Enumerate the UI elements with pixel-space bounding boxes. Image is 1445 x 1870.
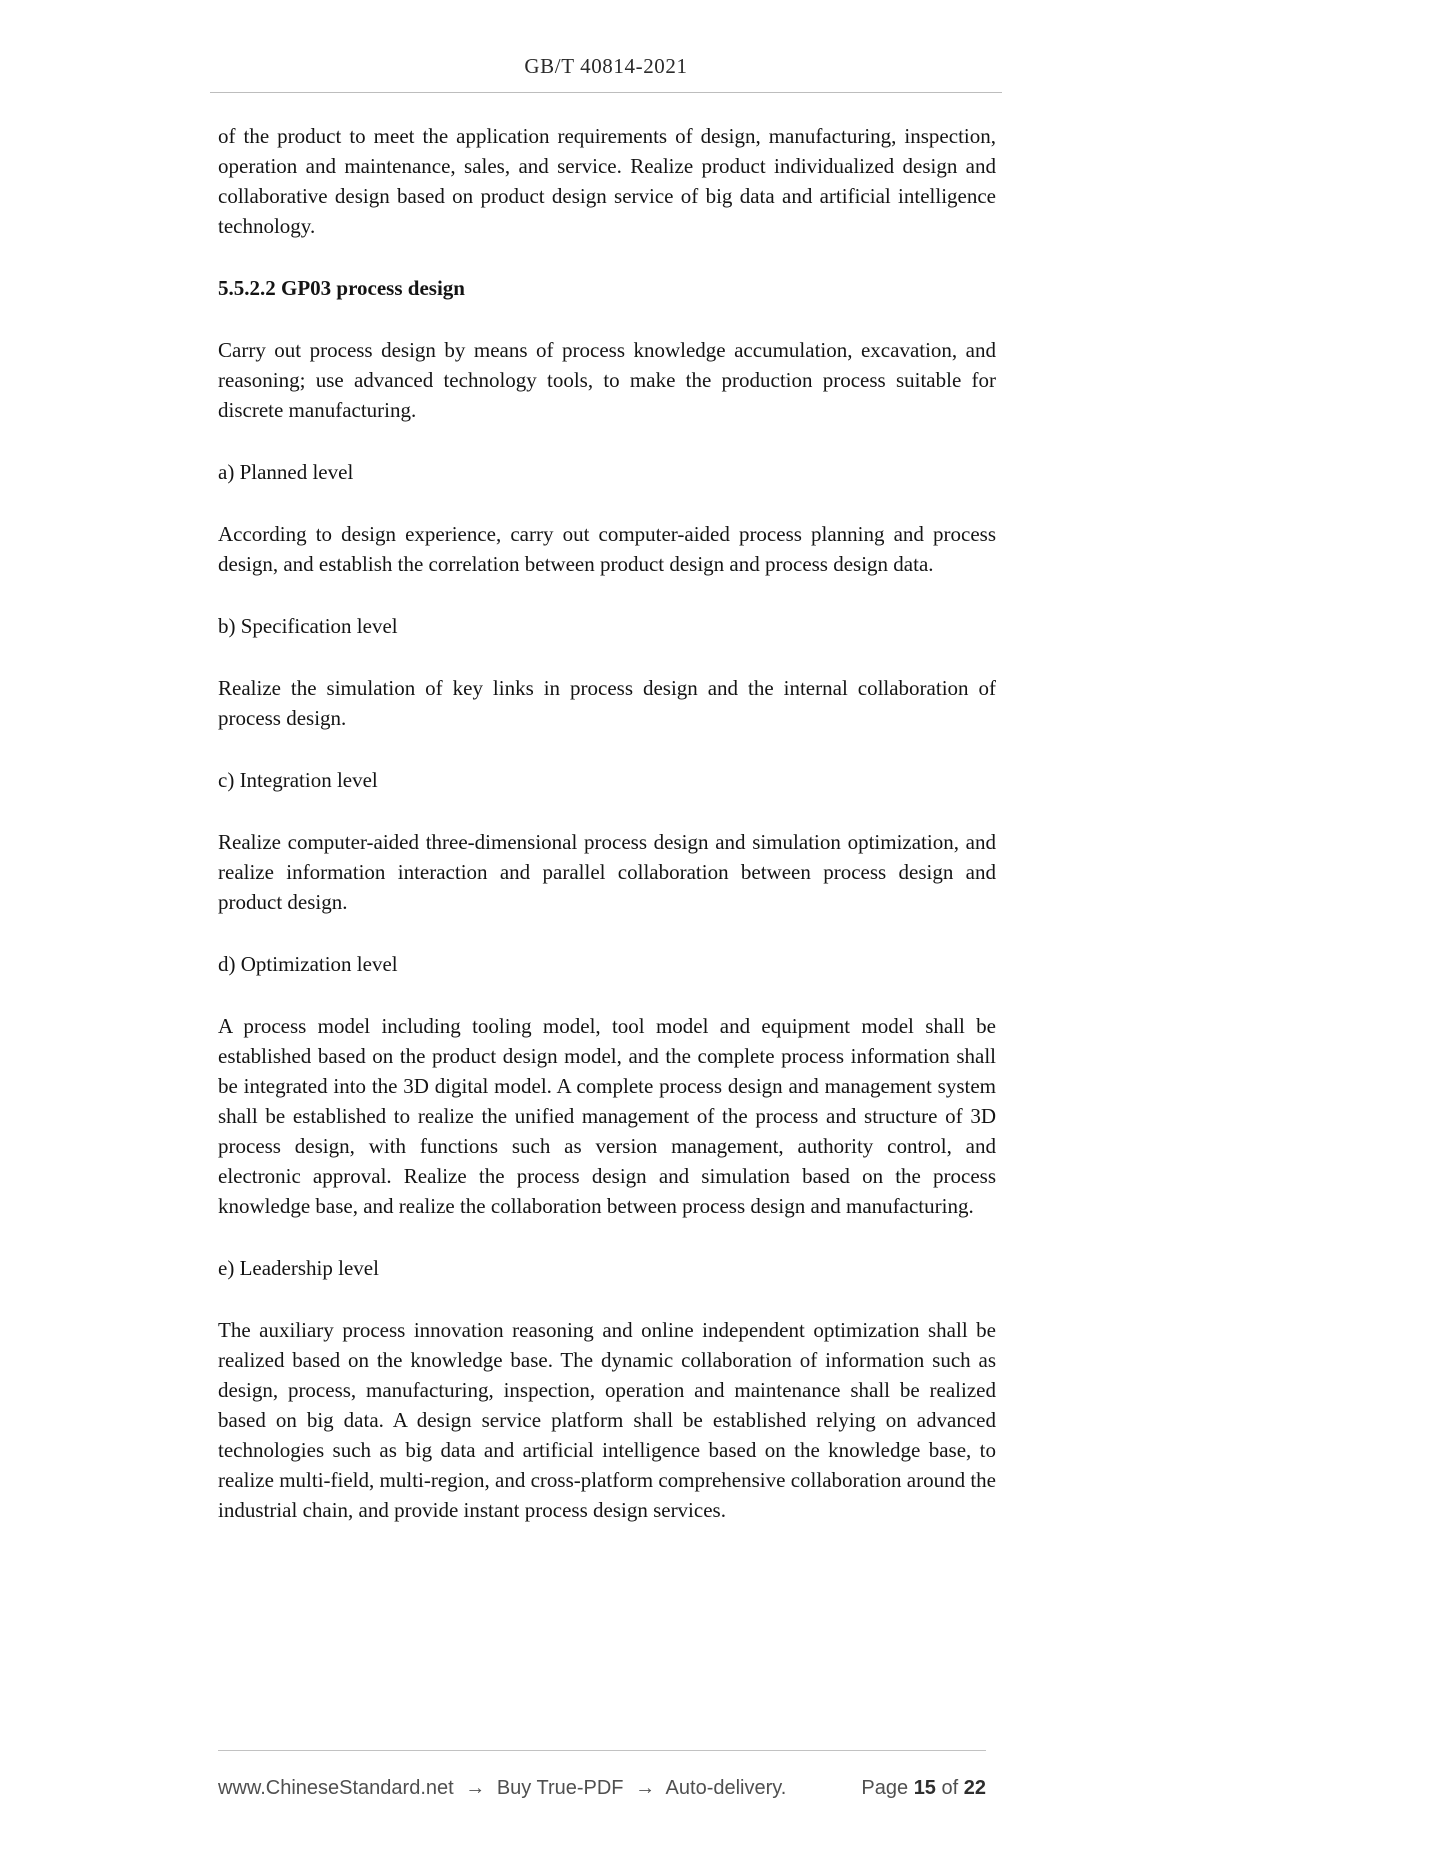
header-rule (210, 92, 1002, 93)
arrow-right-icon: → (635, 1777, 656, 1799)
level-d-text: A process model including tooling model, tool model and equipment model shall be established based on the product design model, and the complete process information shall be integrated into the 3D digital model. A complete process design and management system shall be established to realize the unified management of the process and structure of 3D process design, with functions such as version management, authority control, and electronic approval. Realize the process design and simulation based on the process knowledge base, and realize the collaboration between process design and manufacturing. (218, 1014, 996, 1218)
level-b-label: b) Specification level (218, 614, 398, 638)
level-c-label: c) Integration level (218, 768, 378, 792)
page-number: 15 (913, 1777, 936, 1799)
document-header (210, 0, 1002, 93)
footer-page-info (861, 1777, 986, 1800)
section-heading: 5.5.2.2 GP03 process design (218, 276, 465, 300)
level-c-text: Realize computer-aided three-dimensional process design and simulation optimization, and realize information interaction and parallel collaboration between process design and product design. (218, 830, 996, 914)
document-body (218, 121, 996, 1557)
footer-buy-text: Buy True-PDF (496, 1777, 624, 1799)
arrow-right-icon: → (465, 1777, 486, 1799)
total-pages: 22 (963, 1777, 986, 1799)
level-a-label: a) Planned level (218, 460, 354, 484)
footer-rule (218, 1750, 986, 1751)
footer-left (218, 1777, 792, 1800)
page-label: Page (861, 1777, 909, 1799)
footer-delivery-text: Auto-delivery. (665, 1777, 787, 1799)
level-d-label: d) Optimization level (218, 952, 398, 976)
of-label: of (941, 1777, 959, 1799)
footer-site-link[interactable]: www.ChineseStandard.net (218, 1777, 454, 1799)
header-title: GB/T 40814-2021 (524, 54, 688, 78)
level-b-text: Realize the simulation of key links in process design and the internal collaboration of process design. (218, 676, 996, 730)
level-a-text: According to design experience, carry out computer-aided process planning and process design, and establish the correlation between product design and process design data. (218, 522, 996, 576)
level-e-text: The auxiliary process innovation reasoning and online independent optimization shall be realized based on the knowledge base. The dynamic collaboration of information such as design, process, manufacturing, inspection, operation and maintenance shall be realized based on big data. A design service platform shall be established relying on advanced technologies such as big data and artificial intelligence based on the knowledge base, to realize multi-field, multi-region, and cross-platform comprehensive collaboration around the industrial chain, and provide instant process design services. (218, 1318, 996, 1522)
paragraph-section-lead: Carry out process design by means of process knowledge accumulation, excavation, and reasoning; use advanced technology tools, to make the production process suitable for discrete manufacturing. (218, 338, 996, 422)
paragraph-intro: of the product to meet the application requirements of design, manufacturing, inspection, operation and maintenance, sales, and service. Realize product individualized design and collaborative design based on product design service of big data and artificial intelligence technology. (218, 124, 996, 238)
level-e-label: e) Leadership level (218, 1256, 379, 1280)
document-footer (218, 1750, 986, 1800)
